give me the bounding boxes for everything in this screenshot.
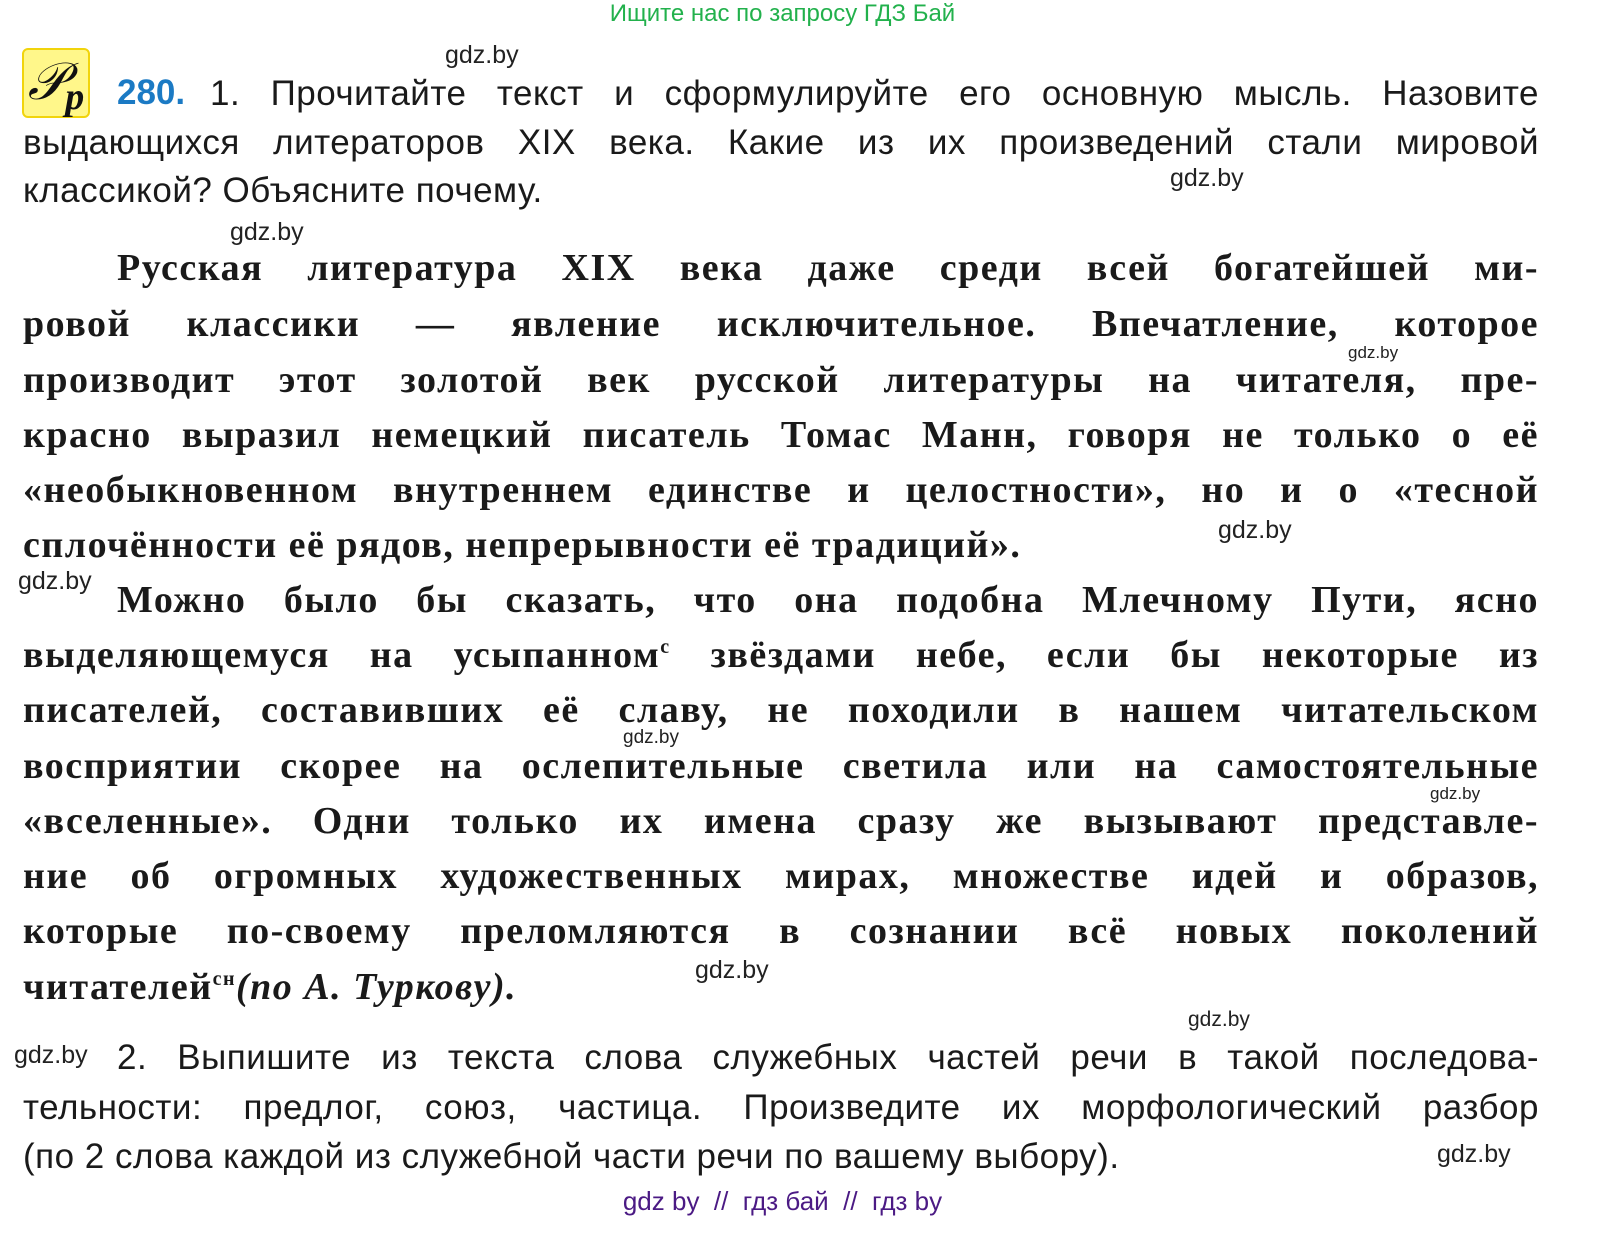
text-line: «вселенные». Одни только их имена сразу же вызывают представле-: [23, 800, 1539, 842]
watermark: gdz.by: [445, 41, 519, 69]
source-attribution: (по А. Туркову).: [236, 966, 518, 1008]
text-segment: читателей: [23, 966, 213, 1008]
text-line: ровой классики — явление исключительное. Впечатление, которое: [23, 303, 1539, 345]
watermark: gdz.by: [1170, 164, 1244, 192]
text-line: «необыкновенном внутреннем единстве и целостности», но и о «тесной: [23, 469, 1539, 511]
watermark: gdz.by: [1437, 1140, 1511, 1168]
exercise-number: 280.: [117, 73, 186, 112]
text-line: сплочённости её рядов, непрерывности её традиций».: [23, 524, 1022, 566]
footer-links: gdz by // гдз бай // гдз by: [622, 1186, 943, 1216]
text-line: [23, 635, 1539, 675]
footnote-mark: сн: [212, 968, 236, 990]
task2-line: тельности: предлог, союз, частица. Произведите их морфологический разбор: [23, 1088, 1539, 1127]
text-line: Русская литература XIX века даже среди всей богатейшей ми-: [117, 247, 1539, 289]
text-line: ние об огромных художественных мирах, множестве идей и образов,: [23, 855, 1539, 897]
footnote-mark: с: [660, 636, 671, 658]
text-segment: звёздами небе, если бы некоторые из: [670, 634, 1539, 676]
text-line: писателей, составивших её славу, не походили в нашем читательском: [23, 689, 1539, 731]
text-line: [23, 967, 517, 1007]
watermark: gdz.by: [18, 567, 92, 595]
watermark: gdz.by: [1188, 1008, 1250, 1031]
watermark: gdz.by: [14, 1041, 88, 1069]
text-line: Можно было бы сказать, что она подобна Млечному Пути, ясно: [117, 579, 1539, 621]
task1-line: выдающихся литераторов XIX века. Какие из их произведений стали мировой: [23, 123, 1539, 162]
search-hint: Ищите нас по запросу ГДЗ Бай: [609, 0, 956, 27]
watermark: gdz.by: [623, 727, 679, 748]
watermark: gdz.by: [695, 956, 769, 984]
watermark: gdz.by: [1430, 784, 1481, 803]
task1-line: 1. Прочитайте текст и сформулируйте его основную мысль. Назовите: [210, 74, 1539, 113]
text-line: красно выразил немецкий писатель Томас Манн, говоря не только о её: [23, 414, 1539, 456]
text-line: производит этот золотой век русской литературы на читателя, пре-: [23, 359, 1539, 401]
text-line: восприятии скорее на ослепительные светила или на самостоятельные: [23, 745, 1539, 787]
task2-line: (по 2 слова каждой из служебной части речи по вашему выбору).: [23, 1137, 1120, 1176]
task2-line: 2. Выпишите из текста слова служебных частей речи в такой последова-: [117, 1038, 1539, 1077]
task1-line: классикой? Объясните почему.: [23, 171, 543, 210]
rhetoric-icon: 𝒫p: [22, 48, 90, 118]
watermark: gdz.by: [230, 218, 304, 246]
watermark: gdz.by: [1218, 516, 1292, 544]
text-segment: выделяющемуся на усыпанном: [23, 634, 661, 676]
text-line: которые по-своему преломляются в сознании всё новых поколений: [23, 910, 1539, 952]
watermark: gdz.by: [1348, 343, 1399, 362]
